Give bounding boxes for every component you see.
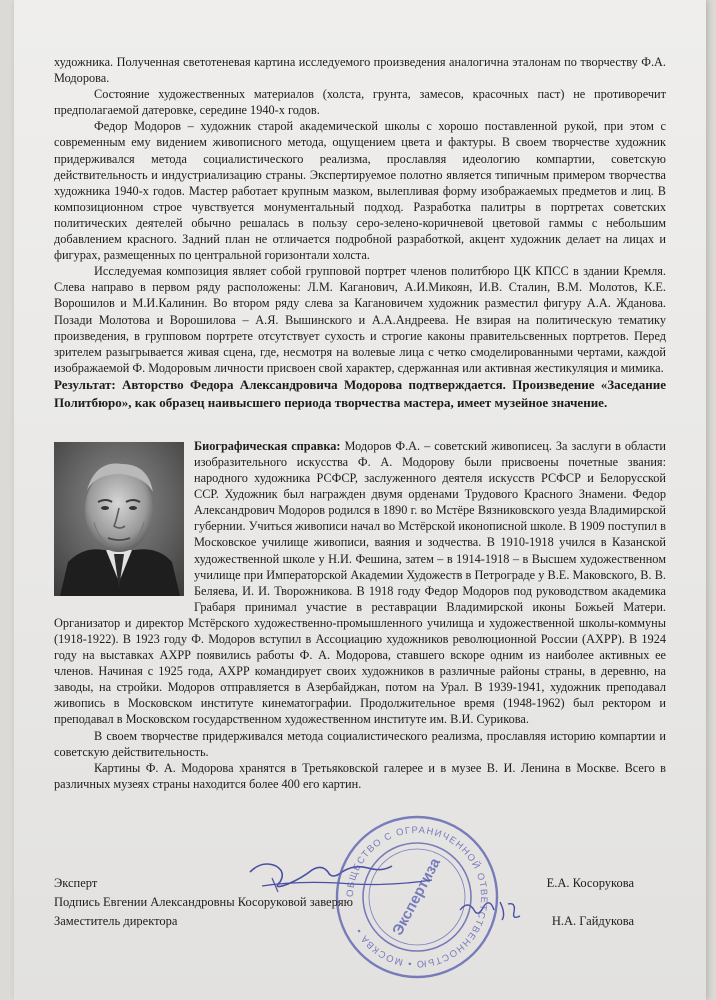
document-body	[54, 54, 666, 792]
stamp-ring-text: ОБЩЕСТВО С ОГРАНИЧЕННОЙ ОТВЕТСТВЕННОСТЬЮ • МОСКВА •	[344, 824, 490, 970]
paragraph-1: художника. Полученная светотеневая картина исследуемого произведения аналогична эталонам по творчеству Ф.А. Модорова.	[54, 55, 666, 86]
expert-label: Эксперт	[54, 876, 98, 890]
expert-name: Е.А. Косорукова	[546, 876, 634, 890]
stamp-center-text: Экспертиза	[389, 855, 444, 939]
bio-paragraph-2: В своем творчестве придерживался метода социалистического реализма, прославляя историю компартии и советскую действительность.	[54, 728, 666, 759]
signature-block	[54, 874, 666, 931]
result-statement: Результат: Авторство Федора Александровича Модорова подтверждается. Произведение «Заседание Политбюро», как образец наивысшего периода творчества мастера, имеет музейное значение.	[54, 376, 666, 410]
paragraph-3: Федор Модоров – художник старой академической школы с хорошо поставленной рукой, при этом с современным ему видением живописного метода, ощущением цвета и фактуры. В своем творчестве художник придерживался метода социалистического реализма, прославляя идеологию компартии, советскую действительность и индустриализацию страны. Экспертируемое полотно является типичным примером творчества художника 1940-х годов. Мастер работает крупным мазком, вылепливая форму изображаемых предметов и лиц. В композиционном строе чувствуется монументальный подход. Разработка палитры в портретах советских политических деятелей обычно решалась в пользу серо-зелено-коричневой цветовой гаммы с небольшим добавлением красного. Задний план не отличается подробной разработкой, акцент художник делает на лицах и фигурах, размещенных по центральной горизонтали холста.	[54, 119, 666, 263]
bio-paragraph-3: Картины Ф. А. Модорова хранятся в Третьяковской галерее и в музее В. И. Ленина в Москве. Всего в различных музеях страны находится более 400 его картин.	[54, 760, 666, 791]
signature-confirmation: Подпись Евгении Александровны Косоруковой заверяю	[54, 895, 353, 909]
portrait-photo	[54, 442, 184, 596]
bio-text: Модоров Ф.А. – советский живописец. За заслуги в области изобразительного искусства Ф. А. Модорову были присвоены почетные звания: народного художника РСФСР, заслуженного деятеля искусств РСФСР и Белорусской ССР. Художник был награжден двумя орденами Трудового Красного Знамени. Федор Александрович Модоров родился в 1890 г. во Мстёре Вязниковского уезда Владимирской губернии. Учиться живописи начал во Мстёрской иконописной школе. В 1909 поступил в Московское училище живописи, ваяния и зодчества. В 1910-1918 учился в Казанской художественной школе у Н.И. Фешина, затем – в 1914-1918 – в Высшем художественном училище при Императорской Академии Художеств в Петрограде у В.Е. Маковского, В. В. Беляева, И. И. Творожникова. В 1918 году Федор Модоров под руководством академика Грабаря принимал участие в реставрации Владимирской иконы Божьей Матери. Организатор и директор Мстёрского художественно-промышленного училища и художественной школы-коммуны (1918-1922). В 1923 году Ф. Модоров вступил в Ассоциацию художников революционной России (АХРР). В 1924 году на выставках АХРР появились работы Ф. А. Модорова, ставшего вскоре одним из наиболее активных ее членов. Начиная с 1925 года, АХРР командирует своих художников в различные районы страны, в деревню, на заводы, на стройки. Модоров отправляется в Азербайджан, потом на Урал. В 1939-1941, художник преподавал живопись в Московском институте кинематографии. Продолжительное время (1948-1962) был ректором и преподавал в Московском государственном художественном институте им. В.И. Сурикова.	[54, 438, 666, 727]
document-page	[14, 0, 706, 1000]
bio-label: Биографическая справка:	[194, 438, 341, 453]
deputy-director-name: Н.А. Гайдукова	[551, 914, 634, 928]
paragraph-4: Исследуемая композиция являет собой групповой портрет членов политбюро ЦК КПСС в здании Кремля. Слева направо в первом ряду расположены: Л.М. Каганович, А.И.Микоян, И.В. Сталин, В.М. Молотов, К.Е. Ворошилов и М.И.Калинин. Во втором ряду слева за Кагановичем художник разместил фигуру А.А. Жданова. Позади Молотова и Ворошилова – А.Я. Вышинского и А.А.Андреева. Не взирая на политическую тематику произведения, в групповом портрете отсутствует сухость и строгие каконы правительсвенных портретов. Перед зрителем разыгрывается живая сцена, где, несмотря на волевые лица с четко смоделированными чертами, каждой изображаемой Ф. Модоровым личности присвоен свой характер, сдержанная или активная жестикуляция и мимика.	[54, 264, 666, 375]
paragraph-2: Состояние художественных материалов (холста, грунта, замесов, красочных паст) не противоречит предполагаемой датеровке, середине 1940-х годов.	[54, 87, 666, 118]
biography-section	[54, 438, 666, 792]
deputy-director-label: Заместитель директора	[54, 914, 178, 928]
